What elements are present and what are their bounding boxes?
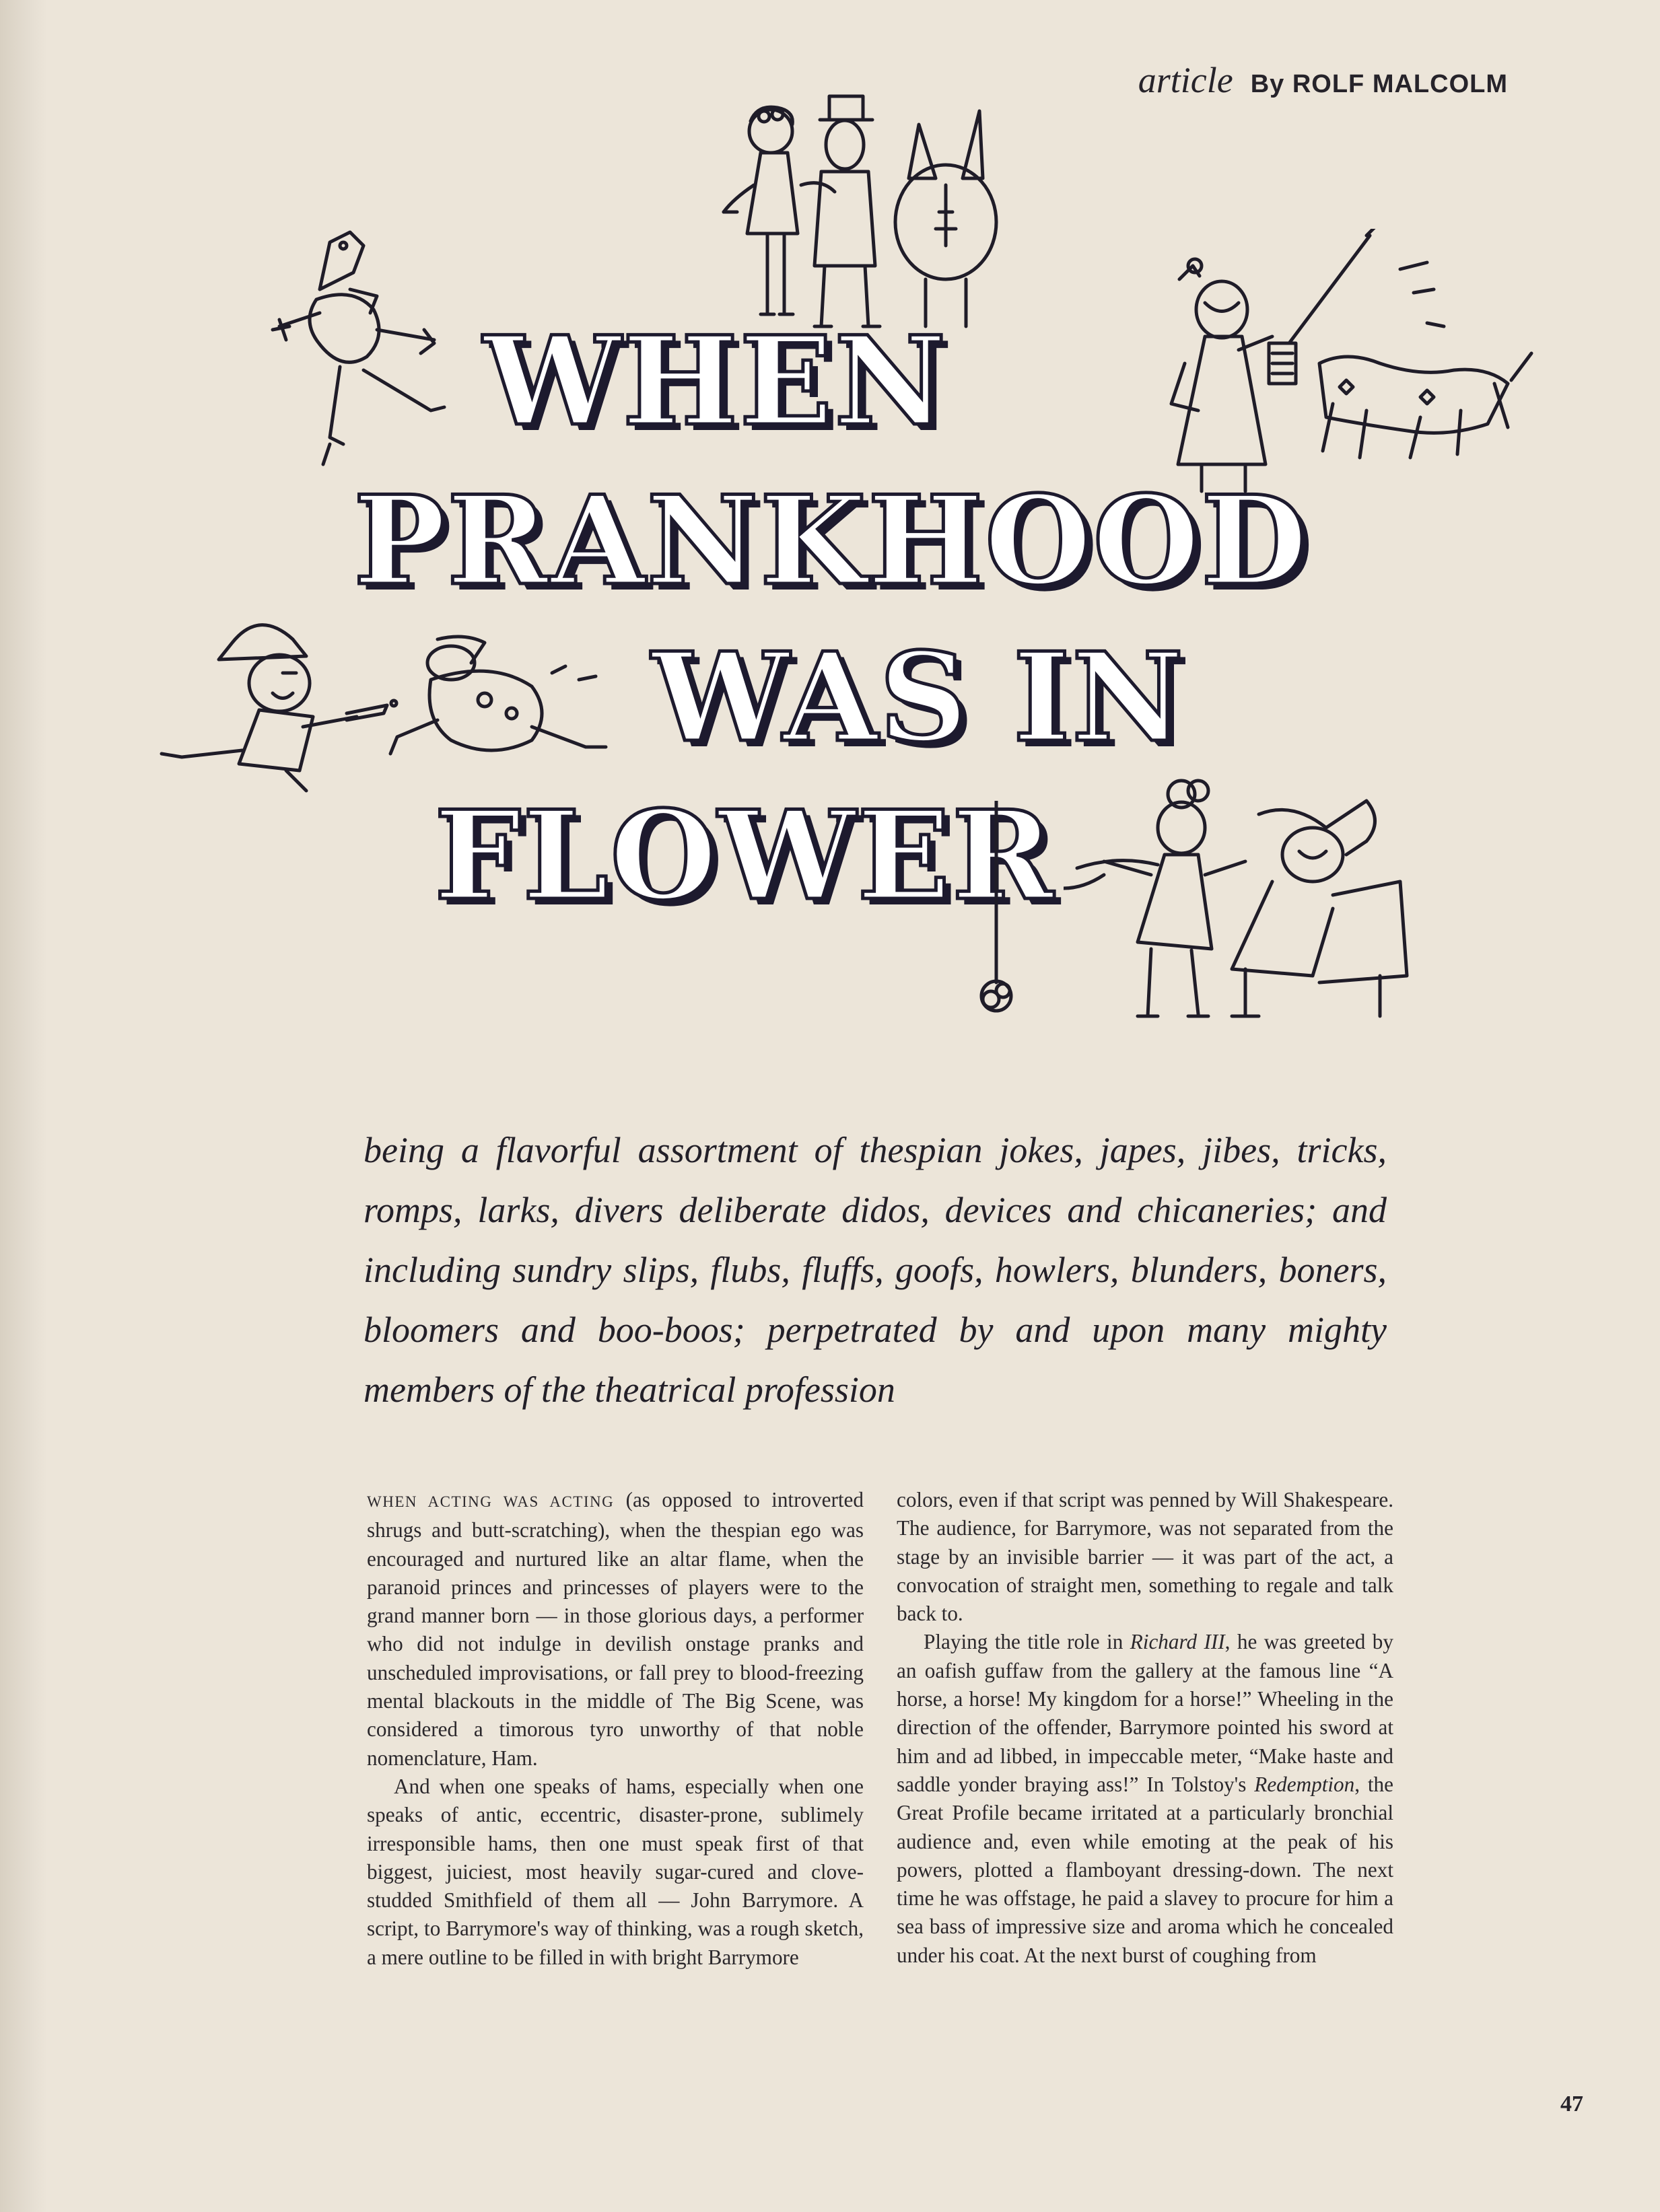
body-column-right <box>897 1486 1393 1970</box>
author-name: By ROLF MALCOLM <box>1250 70 1508 98</box>
play-title: Richard III <box>1130 1630 1225 1654</box>
woman-with-bottle-and-cows-illustration <box>1144 229 1548 498</box>
article-deck: being a flavorful assortment of thespian jokes, japes, jibes, tricks, romps, larks, divers deliberate didos, devices and chicaneries; and including sundry slips, flubs, fluffs, goofs, howlers, blunders, boners, bloomers and boo-boos; perpetrated by and upon many mighty members of the theatrical profession <box>364 1130 1387 1410</box>
title-line-prankhood: PRANKHOOD <box>353 468 1309 612</box>
play-title: Redemption <box>1254 1772 1355 1796</box>
title-line-flower: FLOWER <box>434 783 1056 927</box>
title-line-when: WHEN <box>483 309 948 453</box>
paragraph-text: , the Great Profile became irritated at a particularly bronchial audience and, even while emoting at the peak of his powers, plotted a flamboyant dressing-down. The next time he was offstage, he paid a slavey to procure for him a sea bass of impressive size and aroma which he concealed under his coat. At the next burst of coughing from <box>897 1772 1393 1967</box>
page-spine-shadow <box>0 0 47 2212</box>
page-number: 47 <box>1560 2092 1583 2116</box>
section-label: article <box>1138 60 1233 100</box>
paragraph-text: (as opposed to introverted shrugs and butt-scratching), when the thespian ego was encouraged and nurtured like an altar flame, when the paranoid princes and princesses of players were to the grand manner born — in those glorious days, a performer who did not indulge in devilish onstage pranks and unscheduled improvisations, or fall prey to blood-freezing mental blackouts in the middle of The Big Scene, was considered a timorous tyro unworthy of that noble nomenclature, Ham. <box>367 1488 864 1770</box>
body-paragraph <box>367 1486 864 1773</box>
puppeteer-woman-and-reclining-man-illustration <box>1064 774 1414 1030</box>
fish-headed-man-illustration <box>269 222 491 485</box>
paragraph-text: , he was greeted by an oafish guffaw from the gallery at the famous line “A horse, a horse! My kingdom for a horse!” Wheeling in the direction of the offender, Barrymore pointed his sword at him and ad libbed, in impeccable meter, “Make haste and saddle yonder braying ass!” In Tolstoy's <box>897 1630 1393 1796</box>
title-line-was-in: WAS IN <box>652 625 1185 769</box>
body-column-left <box>367 1486 864 1972</box>
body-paragraph: colors, even if that script was penned by Will Shakespeare. The audience, for Barrymore, was not separated from the stage by an invisible barrier — it was part of the act, a convocation of straight men, something to regale and talk back to. <box>897 1488 1393 1626</box>
fallen-jester-illustration <box>384 633 613 781</box>
couple-and-donkey-illustration <box>714 84 1016 340</box>
paragraph-text: Playing the title role in <box>924 1630 1130 1654</box>
body-paragraph <box>897 1628 1393 1970</box>
body-paragraph: And when one speaks of hams, especially when one speaks of antic, eccentric, disaster-prone, sublimely irresponsible hams, then one must speak first of that biggest, juiciest, most heavily sugar-cured and clove-studded Smithfield of them all — John Barrymore. A script, to Barrymore's way of thinking, was a rough sketch, a mere outline to be filled in with bright Barrymore <box>367 1774 864 1969</box>
yoyo-string-illustration <box>956 801 1037 1023</box>
cowboy-with-pistol-illustration <box>158 616 401 797</box>
byline <box>1010 59 1508 101</box>
lead-in-small-caps: WHEN ACTING WAS ACTING <box>367 1493 615 1510</box>
